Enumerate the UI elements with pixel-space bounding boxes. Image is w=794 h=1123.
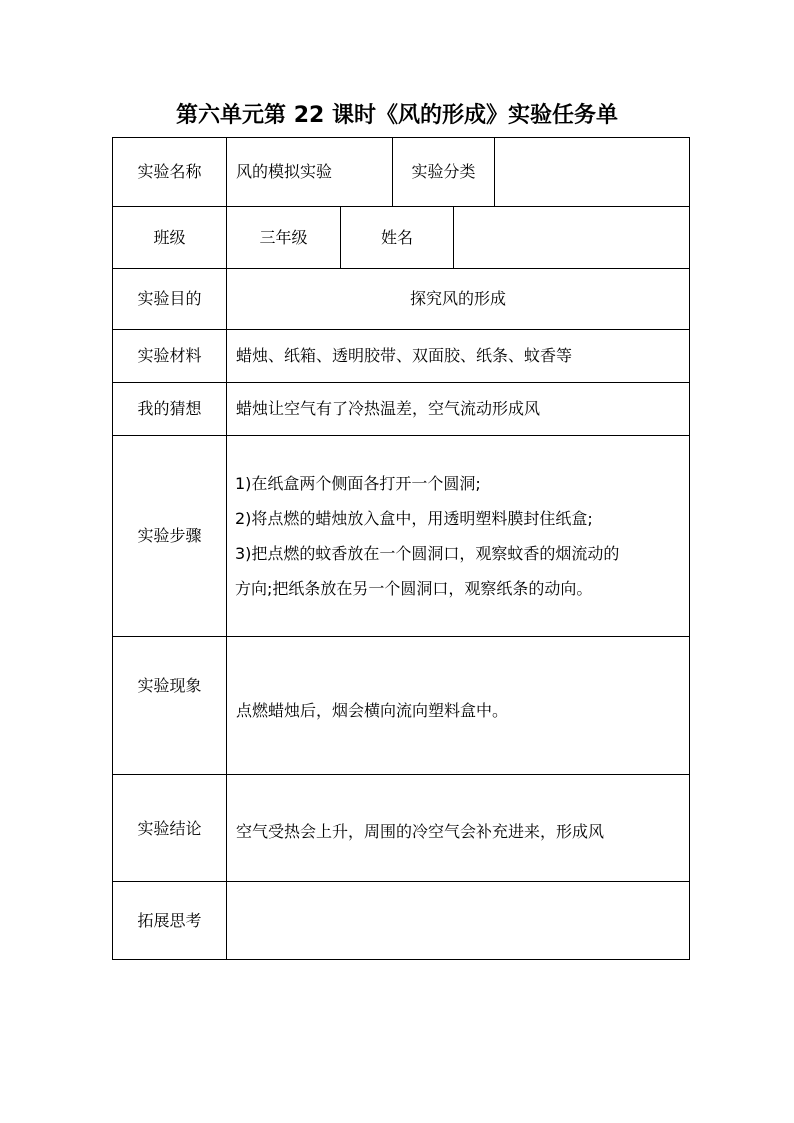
class-label: 班级 [113,207,227,269]
student-name-value [454,207,690,269]
phenomenon-value: 点燃蜡烛后，烟会横向流向塑料盒中。 [227,637,690,775]
experiment-name-value: 风的模拟实验 [227,138,393,207]
phenomenon-label: 实验现象 [113,637,227,775]
step-line: 1)在纸盒两个侧面各打开一个圆洞; [235,474,481,493]
experiment-type-label: 实验分类 [393,138,495,207]
purpose-value: 探究风的形成 [227,269,690,330]
materials-value: 蜡烛、纸箱、透明胶带、双面胶、纸条、蚊香等 [227,330,690,383]
guess-value: 蜡烛让空气有了冷热温差，空气流动形成风 [227,383,690,436]
step-line: 3)把点燃的蚊香放在一个圆洞口，观察蚊香的烟流动的 [235,544,620,563]
experiment-type-value [495,138,690,207]
experiment-task-table [112,137,690,960]
steps-label: 实验步骤 [113,436,227,637]
student-name-label: 姓名 [341,207,454,269]
extension-label: 拓展思考 [113,882,227,960]
materials-label: 实验材料 [113,330,227,383]
page-title: 第六单元第 22 课时《风的形成》实验任务单 [176,103,618,128]
guess-label: 我的猜想 [113,383,227,436]
extension-value [227,882,690,960]
steps-content [227,436,690,637]
purpose-label: 实验目的 [113,269,227,330]
step-line: 方向;把纸条放在另一个圆洞口，观察纸条的动向。 [235,579,593,598]
class-value: 三年级 [227,207,341,269]
step-line: 2)将点燃的蜡烛放入盒中，用透明塑料膜封住纸盒; [235,509,593,528]
conclusion-value: 空气受热会上升，周围的冷空气会补充进来，形成风 [227,775,690,882]
experiment-name-label: 实验名称 [113,138,227,207]
conclusion-label: 实验结论 [113,775,227,882]
